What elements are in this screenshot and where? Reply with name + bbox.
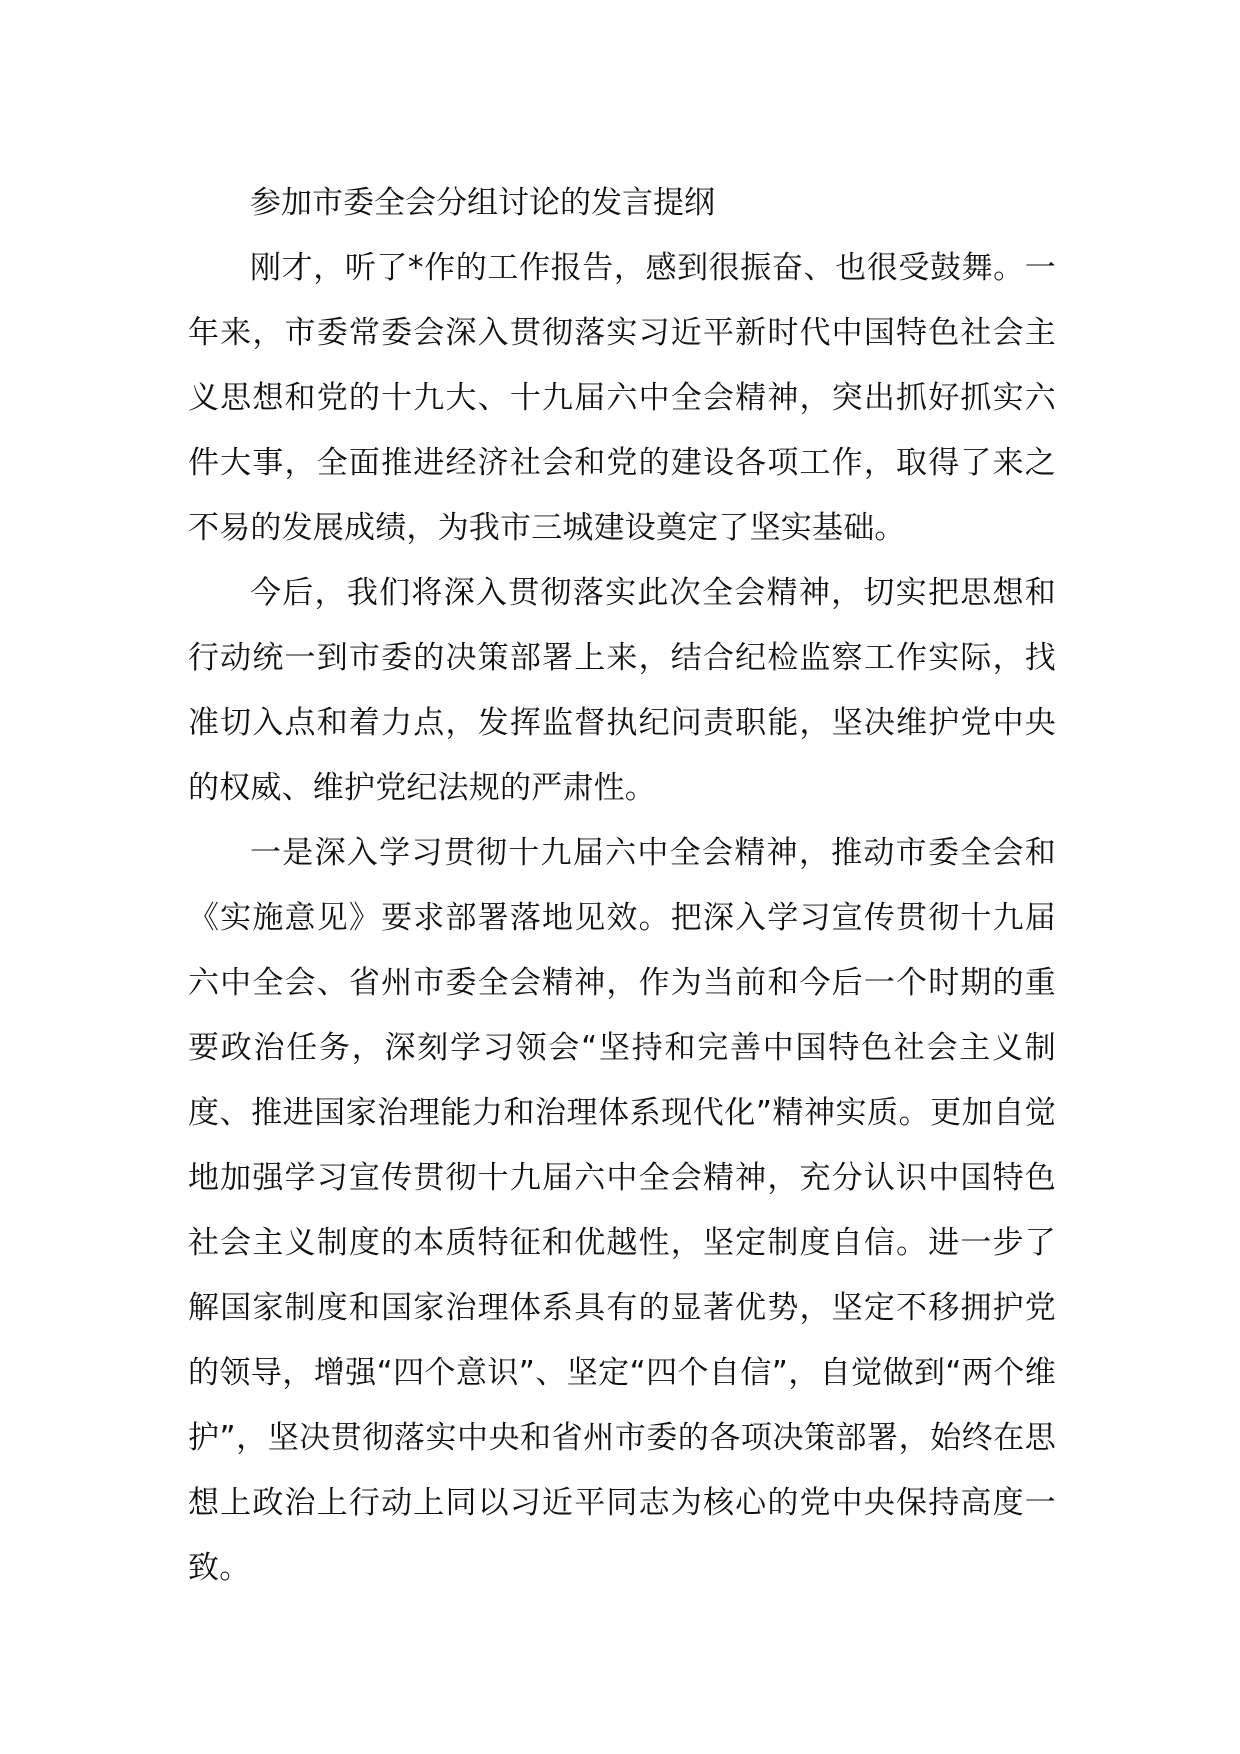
document-title: 参加市委全会分组讨论的发言提纲 <box>250 185 715 221</box>
document-body <box>188 170 1056 1601</box>
paragraph-intro: 刚才，听了*作的工作报告，感到很振奋、也很受鼓舞。一年来，市委常委会深入贯彻落实习近平新时代中国特色社会主义思想和党的十九大、十九届六中全会精神，突出抓好抓实六件大事，全面推进经济社会和党的建设各项工作，取得了来之不易的发展成绩，为我市三城建设奠定了坚实基础。 <box>188 250 1056 546</box>
paragraph-point-one: 一是深入学习贯彻十九届六中全会精神，推动市委全会和《实施意见》要求部署落地见效。把深入学习宣传贯彻十九届六中全会、省州市委全会精神，作为当前和今后一个时期的重要政治任务，深刻学习领会“坚持和完善中国特色社会主义制度、推进国家治理能力和治理体系现代化”精神实质。更加自觉地加强学习宣传贯彻十九届六中全会精神，充分认识中国特色社会主义制度的本质特征和优越性，坚定制度自信。进一步了解国家制度和国家治理体系具有的显著优势，坚定不移拥护党的领导，增强“四个意识”、坚定“四个自信”，自觉做到“两个维护”，坚决贯彻落实中央和省州市委的各项决策部署，始终在思想上政治上行动上同以习近平同志为核心的党中央保持高度一致。 <box>188 835 1056 1586</box>
paragraph-future-work: 今后，我们将深入贯彻落实此次全会精神，切实把思想和行动统一到市委的决策部署上来，结合纪检监察工作实际，找准切入点和着力点，发挥监督执纪问责职能，坚决维护党中央的权威、维护党纪法规的严肃性。 <box>188 575 1056 806</box>
